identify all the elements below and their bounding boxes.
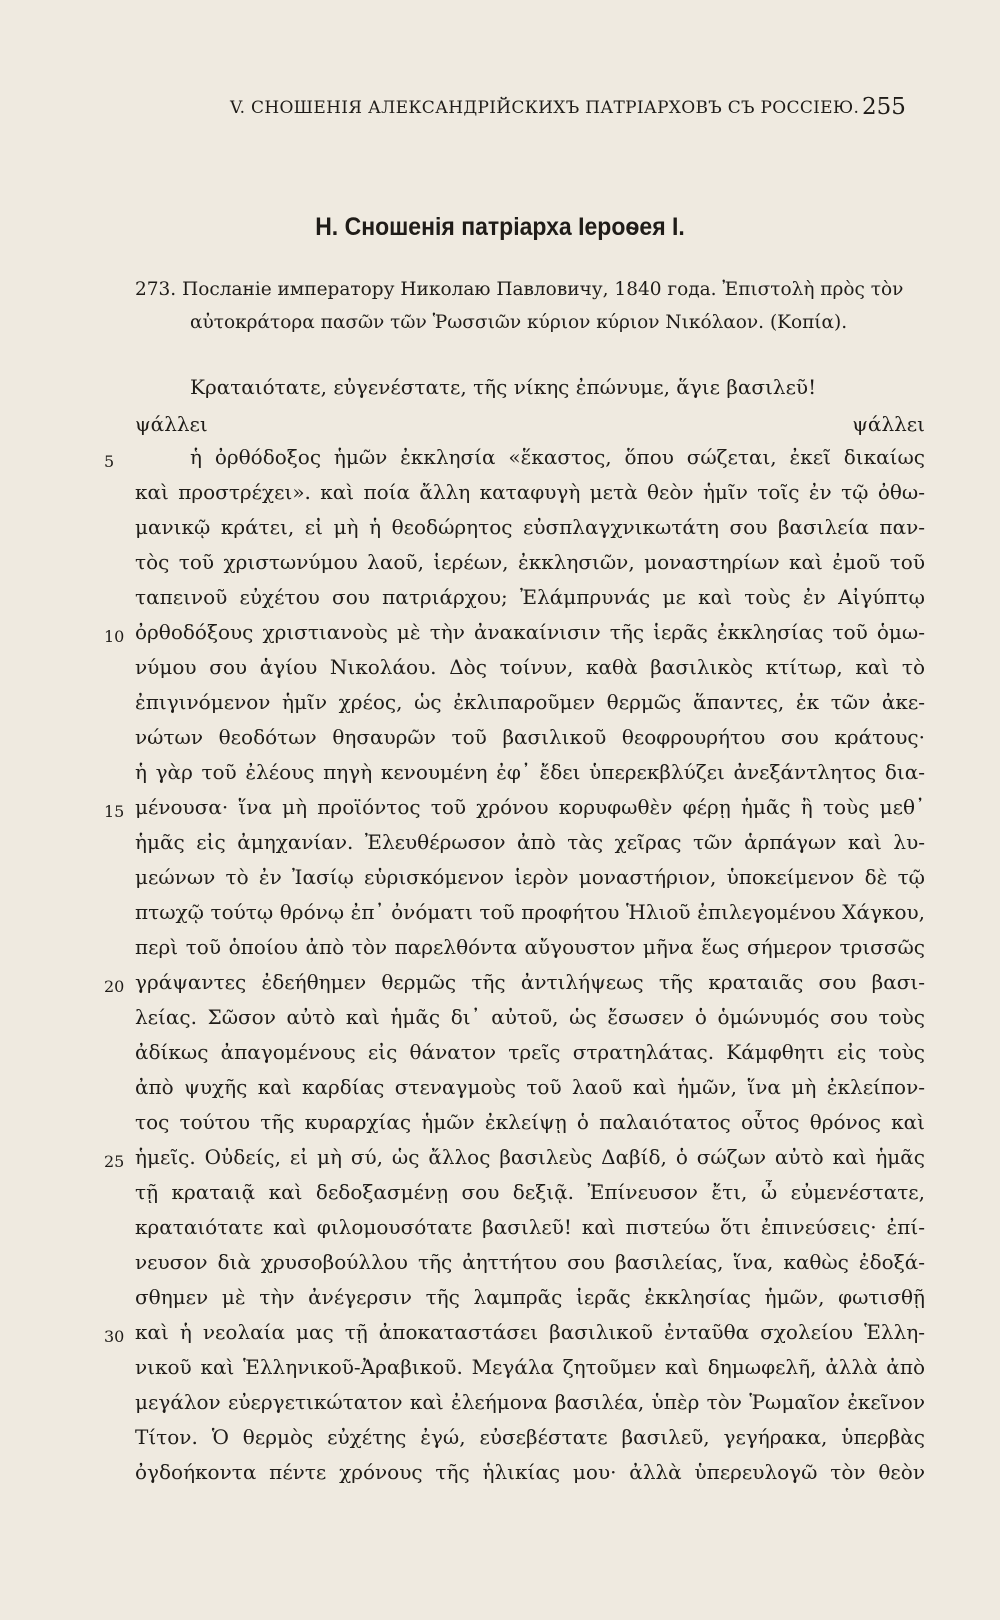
running-head: V. СНОШЕНІЯ АЛЕКСАНДРІЙСКИХЪ ПАТРІАРХОВЪ СЪ РОССІЕЮ. xyxy=(230,98,860,118)
text-line: ἡμεῖς. Οὐδείς, εἰ μὴ σύ, ὡς ἄλλος βασιλεὺς Δαβίδ, ὁ σώζων αὐτὸ καὶ ἡμᾶς xyxy=(135,1145,925,1169)
line-number: 25 xyxy=(104,1152,125,1171)
text-line: γράψαντες ἐδεήθημεν θερμῶς τῆς ἀντιλήψεως τῆς κραταιᾶς σου βασι- xyxy=(135,970,925,994)
text-line: μένουσα· ἵνα μὴ προϊόντος τοῦ χρόνου κορυφωθὲν φέρῃ ἡμᾶς ἢ τοὺς μεθ᾽ xyxy=(135,795,925,819)
text-line: περὶ τοῦ ὁποίου ἀπὸ τὸν παρελθόντα αὔγουστον μῆνα ἕως σήμερον τρισσῶς xyxy=(135,935,925,959)
text-line: κραταιότατε καὶ φιλομουσότατε βασιλεῦ! καὶ πιστεύω ὅτι ἐπινεύσεις· ἐπί- xyxy=(135,1215,925,1239)
line-number: 5 xyxy=(104,452,115,471)
text-line: νευσον διὰ χρυσοβούλλου τῆς ἀηττήτου σου βασιλείας, ἵνα, καθὼς ἐδοξά- xyxy=(135,1250,925,1274)
text-line: τος τούτου τῆς κυραρχίας ἡμῶν ἐκλείψῃ ὁ παλαιότατος οὗτος θρόνος καὶ xyxy=(135,1110,925,1134)
text-line: μεγάλον εὐεργετικώτατον καὶ ἐλεήμονα βασιλέα, ὑπὲρ τὸν Ῥωμαῖον ἐκεῖνον xyxy=(135,1390,925,1414)
text-line: νύμου σου ἁγίου Νικολάου. Δὸς τοίνυν, καθὰ βασιλικὸς κτίτωρ, καὶ τὸ xyxy=(135,655,925,679)
text-line: νικοῦ καὶ Ἑλληνικοῦ-Ἀραβικοῦ. Μεγάλα ζητοῦμεν καὶ δημωφελῆ, ἀλλὰ ἀπὸ xyxy=(135,1355,925,1379)
text-line: ἡ ὀρθόδοξος ἡμῶν ἐκκλησία «ἕκαστος, ὅπου σώζεται, ἐκεῖ δικαίως xyxy=(190,445,925,469)
text-line: ἡ γὰρ τοῦ ἐλέους πηγὴ κενουμένη ἐφ᾽ ἔδει ὑπερεκβλύζει ἀνεξάντλητος δια- xyxy=(135,760,925,784)
text-line: τῇ κραταιᾷ καὶ δεδοξασμένῃ σου δεξιᾷ. Ἐπίνευσον ἔτι, ὦ εὐμενέστατε, xyxy=(135,1180,925,1204)
salutation-line: Κραταιότατε, εὐγενέστατε, τῆς νίκης ἐπώνυμε, ἅγιε βασιλεῦ! xyxy=(190,375,817,399)
text-line-left-word: ψάλλει xyxy=(135,412,208,436)
text-line: ταπεινοῦ εὐχέτου σου πατριάρχου; Ἐλάμπρυνάς με καὶ τοὺς ἐν Αἰγύπτῳ xyxy=(135,585,925,609)
text-line: καὶ προστρέχει». καὶ ποία ἄλλη καταφυγὴ μετὰ θεὸν ἡμῖν τοῖς ἐν τῷ ὀθω- xyxy=(135,480,925,504)
text-line: ἀπὸ ψυχῆς καὶ καρδίας στεναγμοὺς τοῦ λαοῦ καὶ ἡμῶν, ἵνα μὴ ἐκλείπον- xyxy=(135,1075,925,1099)
text-line: λείας. Σῶσον αὐτὸ καὶ ἡμᾶς δι᾽ αὐτοῦ, ὡς ἔσωσεν ὁ ὁμώνυμός σου τοὺς xyxy=(135,1005,925,1029)
document-heading-line-1: 273. Посланіе императору Николаю Павловичу, 1840 года. Ἐπιστολὴ πρὸς τὸν xyxy=(135,279,904,300)
line-number: 30 xyxy=(104,1327,125,1346)
text-line: μανικῷ κράτει, εἰ μὴ ἡ θεοδώρητος εὐσπλαγχνικωτάτη σου βασιλεία παν- xyxy=(135,515,925,539)
text-line: ἡμᾶς εἰς ἀμηχανίαν. Ἐλευθέρωσον ἀπὸ τὰς χεῖρας τῶν ἁρπάγων καὶ λυ- xyxy=(135,830,925,854)
text-line xyxy=(135,1495,925,1525)
text-line: πτωχῷ τούτῳ θρόνῳ ἐπ᾽ ὀνόματι τοῦ προφήτου Ἡλιοῦ ἐπιλεγομένου Χάγκου, xyxy=(135,900,925,924)
text-line: Τίτον. Ὁ θερμὸς εὐχέτης ἐγώ, εὐσεβέστατε βασιλεῦ, γεγήρακα, ὑπερβὰς xyxy=(135,1425,925,1449)
document-heading-line-2: αὐτοκράτορα πασῶν τῶν Ῥωσσιῶν κύριον κύριον Νικόλαον. (Κοπία). xyxy=(190,312,848,333)
text-line: ἐπιγινόμενον ἡμῖν χρέος, ὡς ἐκλιπαροῦμεν θερμῶς ἅπαντες, ἐκ τῶν ἀκε- xyxy=(135,690,925,714)
text-line: σθημεν μὲ τὴν ἀνέγερσιν τῆς λαμπρᾶς ἱερᾶς ἐκκλησίας ἡμῶν, φωτισθῇ xyxy=(135,1285,925,1309)
page-number: 255 xyxy=(862,94,906,120)
text-line: μεώνων τὸ ἐν Ἰασίῳ εὑρισκόμενον ἱερὸν μοναστήριον, ὑποκείμενον δὲ τῷ xyxy=(135,865,925,889)
text-line: καὶ ἡ νεολαία μας τῇ ἀποκαταστάσει βασιλικοῦ ἐνταῦθα σχολείου Ἑλλη- xyxy=(135,1320,925,1344)
section-title: Н. Сношенія патріарха Іероѳея I. xyxy=(315,213,685,241)
text-line: ὀρθοδόξους χριστιανοὺς μὲ τὴν ἀνακαίνισιν τῆς ἱερᾶς ἐκκλησίας τοῦ ὁμω- xyxy=(135,620,925,644)
text-line: ἀδίκως ἀπαγομένους εἰς θάνατον τρεῖς στρατηλάτας. Κάμφθητι εἰς τοὺς xyxy=(135,1040,925,1064)
text-line: ὀγδοήκοντα πέντε χρόνους τῆς ἡλικίας μου· ἀλλὰ ὑπερευλογῶ τὸν θεὸν xyxy=(135,1460,925,1484)
line-number: 20 xyxy=(104,977,125,996)
text-line: νώτων θεοδότων θησαυρῶν τοῦ βασιλικοῦ θεοφρουρήτου σου κράτους· xyxy=(135,725,925,749)
line-number: 15 xyxy=(104,802,125,821)
text-line: τὸς τοῦ χριστωνύμου λαοῦ, ἱερέων, ἐκκλησιῶν, μοναστηρίων καὶ ἐμοῦ τοῦ xyxy=(135,550,925,574)
text-line-right-word: ψάλλει xyxy=(852,412,925,436)
line-number: 10 xyxy=(104,627,125,646)
